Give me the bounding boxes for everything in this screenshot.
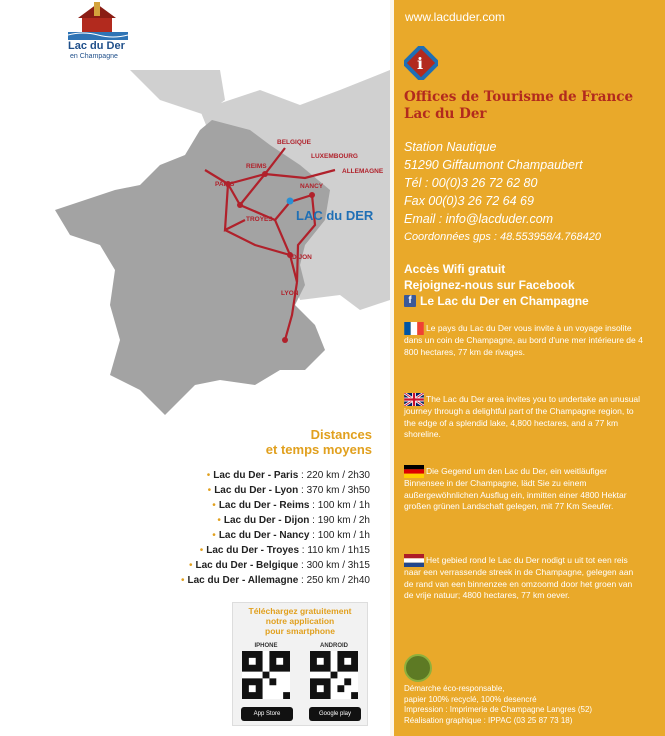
city-label-belgique: BELGIQUE [277,139,311,146]
bullet-icon: • [199,545,204,556]
android-column [309,643,359,721]
bullet-icon: • [212,530,216,541]
city-marker-troyes [237,202,243,208]
logo-tagline: en Champagne [70,53,118,60]
church-logo-icon [68,2,128,40]
footer-credits [404,684,592,726]
contact-block [404,138,601,246]
bullet-icon: • [217,515,221,526]
facebook-join-text: Rejoignez-nous sur Facebook [404,278,575,292]
distance-row: • Lac du Der - Lyon : 370 km / 3h50 [207,485,370,496]
android-label: ANDROID [320,643,348,649]
france-map [0,70,390,425]
lang-text-de: Die Gegend um den Lac du Der, ein weitläufiger Binnensee in der Champagne, lädt Sie zu einem außergewöhnlichen Ausflug ein, inmitten einer 4800 Hektar großen grünen Landschaft gelegen, mit 77 Km Seeufer. [404,465,627,511]
distance-row: • Lac du Der - Nancy : 100 km / 1h [212,530,370,541]
city-label-paris: PARIS [215,181,235,188]
distances-title-line2: et temps moyens [265,442,372,457]
lang-text-fr: Le pays du Lac du Der vous invite à un voyage insolite dans un coin de Champagne, au bord d'une mer intérieure de 4 800 hectares, 77 km de rivages. [404,322,643,357]
footer-line4: Réalisation graphique : IPPAC (03 25 87 73 18) [404,715,573,725]
bullet-icon: • [206,470,211,481]
city-marker-lyon [282,337,288,343]
contact-email[interactable]: Email : info@lacduder.com [404,212,554,226]
lang-text-nl: Het gebied rond le Lac du Der nodigt u uit tot een reis naar een verrassende streek in de Champagne, gelegen aan de rand van een binnenzee en omzoomd door het groen van de vrije natuur; 4800 hectares, 77 km oever. [404,554,634,600]
city-marker-reims [262,171,268,177]
google-play-button[interactable]: Google play [309,707,361,721]
right-column [390,0,665,736]
app-download-box [232,602,368,726]
eco-label-icon [404,654,432,682]
city-label-reims: REIMS [246,163,267,170]
distance-row: • Lac du Der - Allemagne : 250 km / 2h40 [180,575,370,586]
distances-title [266,427,372,457]
distance-row: • Lac du Der - Dijon : 190 km / 2h [217,515,370,526]
city-label-luxembourg: LUXEMBOURG [311,153,358,160]
distances-list [181,468,370,588]
contact-fax: Fax 00(0)3 26 72 64 69 [404,194,534,208]
facebook-icon: f [404,295,416,307]
distance-row: • Lac du Der - Paris : 220 km / 2h30 [206,470,370,481]
column-divider [390,0,394,736]
office-title: Offices de Tourisme de France Lac du Der [404,89,634,122]
bullet-icon: • [188,560,193,571]
contact-gps: Coordonnées gps : 48.553958/4.768420 [404,231,601,243]
bullet-icon: • [207,485,212,496]
svg-text:i: i [417,54,424,73]
lang-block-de [404,465,644,513]
wifi-facebook-block [404,261,589,309]
distance-row: • Lac du Der - Reims : 100 km / 1h [212,500,370,511]
germany-flag-icon [404,465,424,478]
iphone-label: IPHONE [254,643,278,649]
distance-row: • Lac du Der - Belgique : 300 km / 3h15 [188,560,370,571]
bullet-icon: • [180,575,185,586]
city-label-nancy: NANCY [300,183,324,190]
lac-du-der-map-label: LAC du DER [296,208,374,223]
facebook-page-label: Le Lac du Der en Champagne [420,294,589,308]
netherlands-flag-icon [404,554,424,567]
footer-line1: Démarche éco-responsable, [404,684,505,693]
city-marker-nancy [309,192,315,198]
iphone-qr-code-icon[interactable] [242,651,290,699]
distances-title-line1: Distances [310,427,372,442]
city-label-lyon: LYON [281,290,299,297]
lang-text-en: The Lac du Der area invites you to undertake an unusual journey through a delightful part of the Champagne region, to the edge of a splendid lake, 4,800 hectares, and a 77 km shoreline. [404,393,641,439]
contact-line2: 51290 Giffaumont Champaubert [404,158,583,172]
lang-block-fr [404,322,644,358]
city-label-allemagne: ALLEMAGNE [342,168,384,175]
uk-flag-icon [404,393,424,406]
office-tourisme-logo-icon [404,46,438,80]
contact-tel[interactable]: Tél : 00(0)3 26 72 62 80 [404,176,538,190]
lang-block-en [404,393,644,441]
footer-line2: papier 100% recyclé, 100% desencré [404,694,537,704]
bullet-icon: • [212,500,216,511]
website-link[interactable]: www.lacduder.com [405,10,506,24]
lac-du-der-marker [287,198,294,205]
logo-name: Lac du Der [68,40,125,52]
android-qr-code-icon[interactable] [310,651,358,699]
city-label-troyes: TROYES [246,216,273,223]
distance-row: • Lac du Der - Troyes : 110 km / 1h15 [199,545,370,556]
app-store-button[interactable]: App Store [241,707,293,721]
app-box-title: Téléchargez gratuitement notre application pour smartphone [248,606,352,636]
iphone-column [241,643,291,721]
wifi-text: Accès Wifi gratuit [404,262,506,276]
city-label-dijon: DIJON [292,254,312,261]
france-flag-icon [404,322,424,335]
lac-du-der-logo [62,2,132,62]
footer-line3: Impression : Imprimerie de Champagne Langres (52) [404,705,593,714]
contact-line1: Station Nautique [404,140,497,154]
lang-block-nl [404,554,644,602]
facebook-link[interactable] [404,293,589,309]
